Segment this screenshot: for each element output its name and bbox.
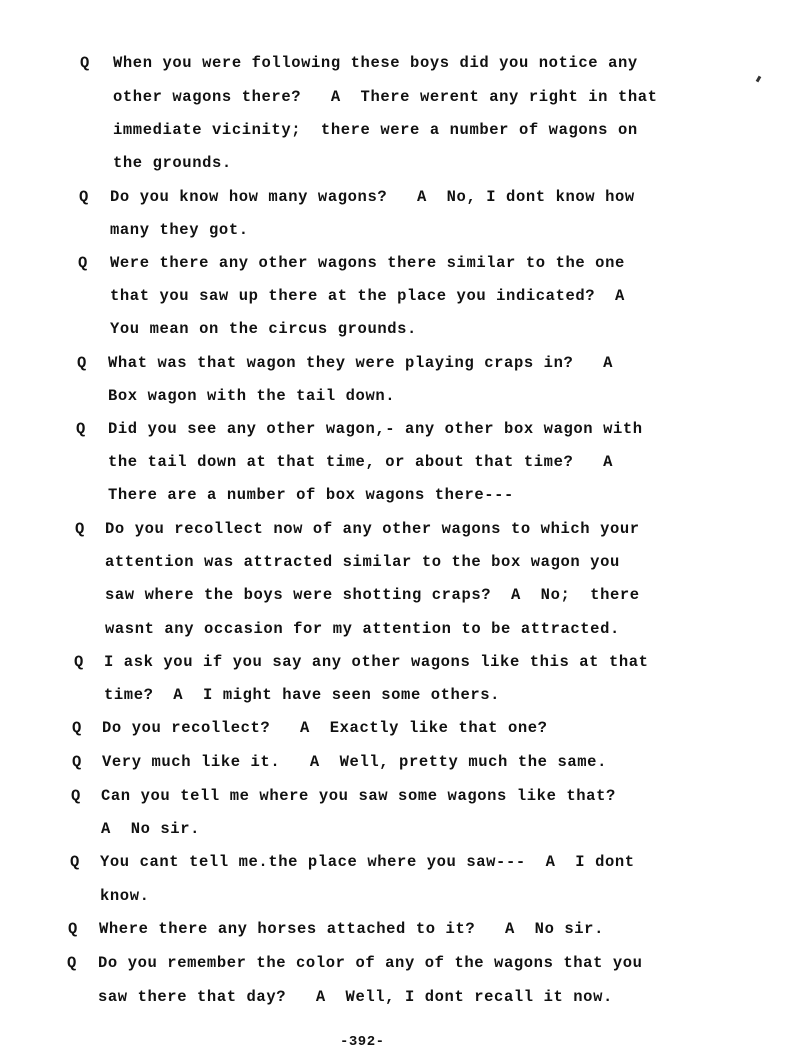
transcript-line: Box wagon with the tail down. [108,387,396,405]
question-marker: Q [78,254,88,272]
transcript-line: immediate vicinity; there were a number of wagons on [113,121,638,139]
transcript-line: A No sir. [101,820,201,838]
question-marker: Q [80,54,90,72]
transcript-line: Were there any other wagons there similar to the one [110,254,625,272]
question-marker: Q [72,753,82,771]
transcript-line: the grounds. [113,154,232,172]
transcript-line: the tail down at that time, or about that time? A [108,453,613,471]
question-marker: Q [74,653,84,671]
transcript-line: saw there that day? A Well, I dont recall it now. [98,988,613,1006]
question-marker: Q [75,520,85,538]
transcript-line: Very much like it. A Well, pretty much the same. [102,753,607,771]
transcript-line: wasnt any occasion for my attention to be attracted. [105,620,620,638]
question-marker: Q [72,719,82,737]
transcript-line: know. [100,887,150,905]
transcript-line: Can you tell me where you saw some wagons like that? [101,787,616,805]
question-marker: Q [79,188,89,206]
transcript-line: Where there any horses attached to it? A No sir. [99,920,604,938]
question-marker: Q [70,853,80,871]
transcript-line: Do you recollect now of any other wagons to which your [105,520,640,538]
transcript-line: many they got. [110,221,249,239]
scan-mark [756,76,762,83]
transcript-line: What was that wagon they were playing craps in? A [108,354,613,372]
transcript-line: Do you remember the color of any of the wagons that you [98,954,643,972]
transcript-line: I ask you if you say any other wagons like this at that [104,653,649,671]
transcript-line: Do you recollect? A Exactly like that one? [102,719,548,737]
transcript-line: Did you see any other wagon,- any other box wagon with [108,420,643,438]
question-marker: Q [76,420,86,438]
page-number: -392- [340,1034,385,1050]
transcript-line: Do you know how many wagons? A No, I dont know how [110,188,635,206]
transcript-line: that you saw up there at the place you indicated? A [110,287,625,305]
scan-edge-noise [0,1056,800,1058]
transcript-line: There are a number of box wagons there--- [108,486,514,504]
question-marker: Q [68,920,78,938]
question-marker: Q [71,787,81,805]
transcript-line: other wagons there? A There werent any right in that [113,88,658,106]
transcript-line: You cant tell me.the place where you saw--- A I dont [100,853,635,871]
transcript-line: time? A I might have seen some others. [104,686,501,704]
transcript-line: attention was attracted similar to the box wagon you [105,553,620,571]
transcript-line: You mean on the circus grounds. [110,320,417,338]
question-marker: Q [67,954,77,972]
transcript-line: When you were following these boys did you notice any [113,54,638,72]
question-marker: Q [77,354,87,372]
transcript-line: saw where the boys were shotting craps? A No; there [105,586,640,604]
